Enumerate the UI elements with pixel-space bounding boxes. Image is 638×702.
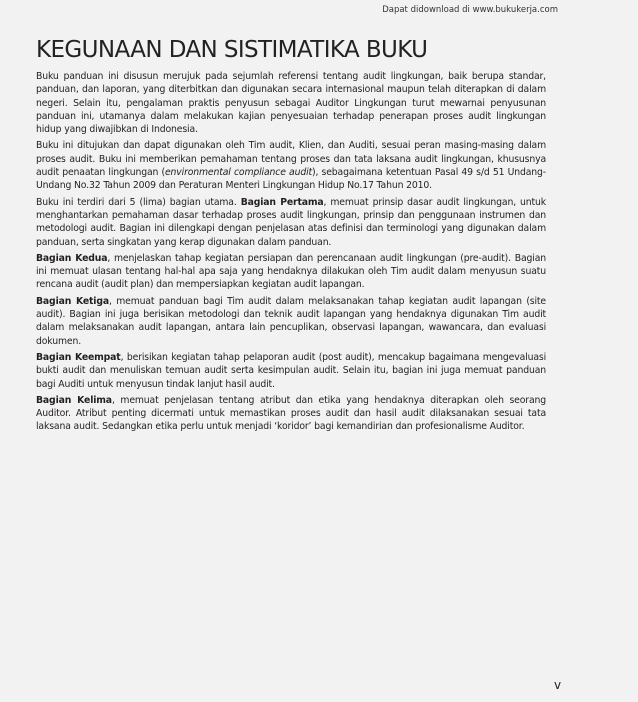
- page-title: KEGUNAAN DAN SISTIMATIKA BUKU: [36, 37, 428, 63]
- paragraph-part-five-text: , memuat penjelasan tentang atribut dan etika yang hendaknya diterapkan oleh seorang Auditor. Atribut penting dicermati untuk memastikan proses audit dan hasil audit dilaksanakan sesuai tata laksana audit. Sedangkan etika perlu untuk menjadi ‘koridor’ bagi kemandirian dan profesionalisme Auditor.: [36, 394, 546, 433]
- paragraph-audience-term: environmental compliance audit: [164, 167, 313, 179]
- paragraph-part-two-text: , menjelaskan tahap kegiatan persiapan dan perencanaan audit lingkungan (pre-audit). Bagian ini memuat ulasan tentang hal-hal apa saja yang hendaknya dilakukan oleh Tim audit dalam menyusun suatu rencana audit (audit plan) dan mempersiapkan kegiatan audit lapangan.: [36, 252, 546, 291]
- source-note: Dapat didownload di www.bukukerja.com: [382, 5, 558, 15]
- body-text: [36, 70, 546, 437]
- paragraph-audience-text-end: ), sebagaimana ketentuan Pasal 49 s/d 51 Undang-Undang No.32 Tahun 2009 dan Peraturan Menteri Lingkungan Hidup No.17 Tahun 2010.: [36, 167, 546, 192]
- paragraph-part-five: [36, 394, 546, 434]
- paragraph-part-four-text: , berisikan kegiatan tahap pelaporan audit (post audit), mencakup bagaimana mengevaluasi bukti audit dan menuliskan temuan audit serta kesimpulan audit. Selain itu, bagian ini juga memuat panduan bagi Auditi untuk menyusun tindak lanjut hasil audit.: [36, 351, 546, 390]
- section-label-part-two: Bagian Kedua: [36, 252, 108, 264]
- section-label-part-five: Bagian Kelima: [36, 394, 112, 406]
- paragraph-intro: Buku panduan ini disusun merujuk pada sejumlah referensi tentang audit lingkungan, baik berupa standar, panduan, dan laporan, yang diterbitkan dan digunakan secara internasional maupun telah diterapkan di dalam negeri. Selain itu, pengalaman praktis penyusun sebagai Auditor Lingkungan turut mewarnai penyusunan panduan ini, utamanya dalam melakukan kajian penyesuaian terhadap penerapan proses audit lingkungan hidup yang diwajibkan di Indonesia.: [36, 71, 546, 136]
- paragraph-audience-text: Buku ini ditujukan dan dapat digunakan oleh Tim audit, Klien, dan Auditi, sesuai peran masing-masing dalam proses audit. Buku ini memberikan pemahaman tentang proses dan tata laksana audit lingkungan, khususnya audit penaatan lingkungan (: [36, 140, 546, 179]
- section-label-part-four: Bagian Keempat: [36, 351, 121, 363]
- paragraph-part-one: [36, 196, 546, 249]
- paragraph-part-four: [36, 351, 546, 391]
- section-label-part-one: Bagian Pertama: [240, 196, 324, 208]
- paragraph-part-two: [36, 252, 546, 292]
- paragraph-part-one-intro: Buku ini terdiri dari 5 (lima) bagian utama.: [36, 196, 241, 208]
- paragraph-part-one-text: , memuat prinsip dasar audit lingkungan, untuk menghantarkan pemahaman dasar terhadap proses audit lingkungan, prinsip dan penggunaan instrumen dan metodologi audit. Bagian ini dilengkapi dengan penjelasan atas definisi dan terminologi yang digunakan dalam panduan, serta singkatan yang kerap digunakan dalam panduan.: [36, 196, 546, 248]
- page-number: v: [554, 678, 562, 692]
- paragraph-audience: [36, 139, 546, 192]
- paragraph-part-three-text: , memuat panduan bagi Tim audit dalam melaksanakan tahap kegiatan audit lapangan (site audit). Bagian ini juga berisikan metodologi dan teknik audit lapangan yang hendaknya digunakan Tim audit dalam melaksanakan audit lapangan, antara lain pencuplikan, observasi lapangan, wawancara, dan evaluasi dokumen.: [36, 295, 546, 347]
- section-label-part-three: Bagian Ketiga: [36, 295, 109, 307]
- paragraph-part-three: [36, 295, 546, 348]
